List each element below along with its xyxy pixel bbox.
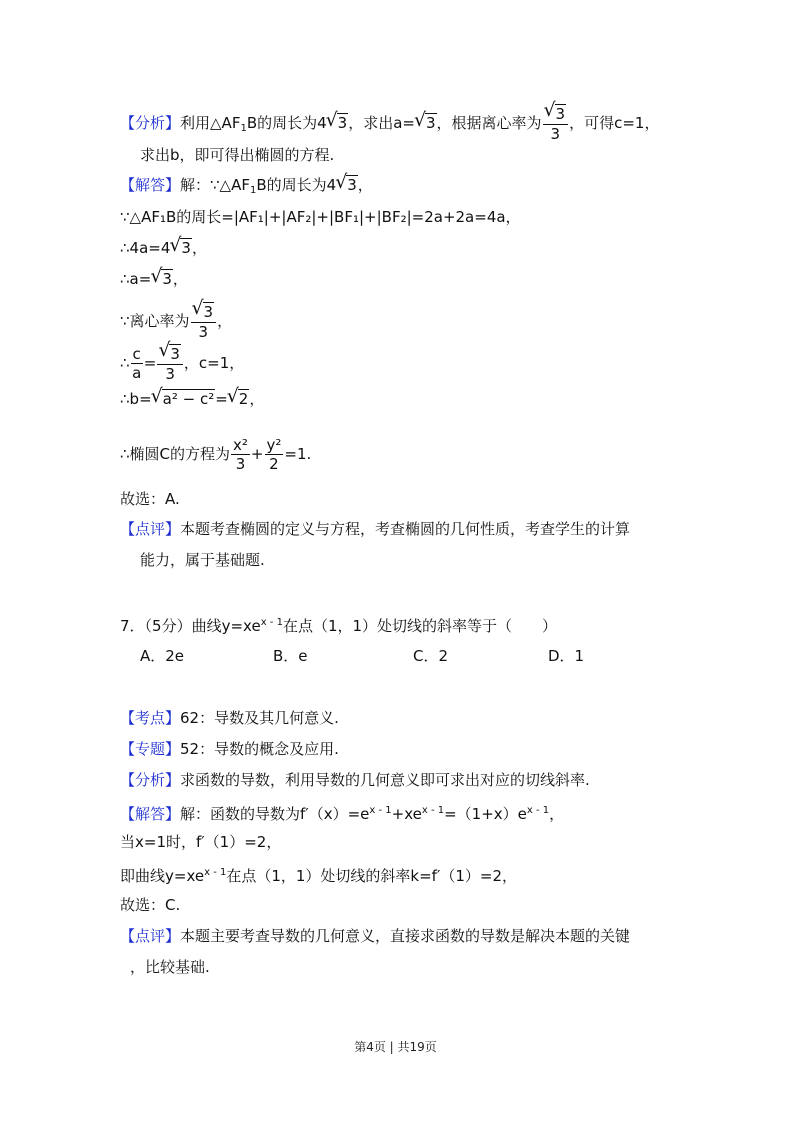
fraction-sqrt3-over-3: √ $\frac{3}{3}$ [543, 104, 569, 143]
solution-1-line-3: ∴4a=4√ 3， [120, 237, 207, 259]
solution-1-line-1: 【解答】解：$\because\triangle AF_1B$的周长为4√ 3， [120, 174, 373, 202]
question-7-stem: 7．（5分）曲线$y=xe^{x - 1}$在点（1，1）处切线的斜率等于（ ） [120, 617, 558, 635]
solution-2-line-3: 即曲线$y=xe^{x - 1}$在点（1，1）处切线的斜率k=f′（1）=2， [120, 867, 518, 885]
review-1-line-1: 【点评】本题考查椭圆的定义与方程，考查椭圆的几何性质，考查学生的计算 [120, 520, 631, 538]
sqrt-3: √ 3 [170, 237, 192, 259]
review-2-line-2: ，比较基础. [130, 958, 210, 976]
sqrt-3: √ 3 [336, 174, 358, 196]
solution-1-line-5: ∵离心率为 √ $\frac{3}{3}$ ， [120, 302, 232, 341]
sqrt-3: √ 3 [327, 112, 349, 134]
kaodian-line: 【考点】62：导数及其几何意义. [120, 709, 339, 727]
solution-2-line-2: 当x=1时，f′（1）=2， [120, 833, 282, 851]
option-b: B．e [273, 647, 308, 665]
solution-1-line-6: ∴ $\frac{c}{a}$ = √ $\frac{3}{3}$ ，c=1， [120, 344, 244, 383]
sqrt-a2-c2: √ a² − c² [152, 388, 216, 410]
solution-1-line-7: ∴b=√ a² − c²=√ 2， [120, 388, 264, 410]
solution-1-line-8: ∴椭圆C的方程为 $\frac{\text{x²}}{3}$ + $\frac{\text{y²}}{2}$ =1. [120, 436, 312, 473]
solution-2-line-1: 【解答】解：函数的导数为$f'(x)=e^{x - 1}+xe^{x - 1}=(1+x)e^{x - 1}$， [120, 805, 565, 823]
zhuanti-line: 【专题】52：导数的概念及应用. [120, 740, 339, 758]
analysis-2-line: 【分析】求函数的导数，利用导数的几何意义即可求出对应的切线斜率. [120, 771, 590, 789]
sqrt-3: √ 3 [415, 112, 437, 134]
sqrt-2: √ 2 [228, 388, 250, 410]
option-d: D．1 [548, 647, 585, 665]
sqrt-3: √ 3 [151, 268, 173, 290]
review-1-line-2: 能力，属于基础题. [140, 551, 265, 569]
fraction-c-over-a: $\frac{c}{a}$ [132, 345, 142, 382]
fraction-x2-over-3: $\frac{\text{x²}}{3}$ [233, 436, 248, 473]
page-footer: 第4页 | 共19页 [354, 1040, 437, 1054]
analysis-1-line-1: 【分析】利用$\triangle AF_1B$的周长为4√ 3，求出a=√ 3，根据离心率为 √ $\frac{3}{3}$ ，可得c=1， [120, 104, 659, 143]
solution-2-line-4: 故选：C. [120, 896, 181, 914]
analysis-1-line-2: 求出b，即可得出椭圆的方程. [140, 146, 335, 164]
fraction-sqrt3-over-3: √ $\frac{3}{3}$ [191, 302, 217, 341]
solution-1-line-2: ∵△AF₁B的周长=|AF₁|+|AF₂|+|BF₁|+|BF₂|=2a+2a=4a， [120, 208, 521, 226]
solution-1-line-4: ∴a=√ 3， [120, 268, 188, 290]
solution-1-line-9: 故选：A. [120, 490, 180, 508]
option-a: A．2e [140, 647, 185, 665]
fraction-sqrt3-over-3: √ $\frac{3}{3}$ [157, 344, 183, 383]
review-tag: 【点评】 [120, 520, 181, 538]
review-2-line-1: 【点评】本题主要考查导数的几何意义，直接求函数的导数是解决本题的关键 [120, 927, 631, 945]
option-c: C．2 [413, 647, 449, 665]
fraction-y2-over-2: $\frac{\text{y²}}{2}$ [266, 436, 282, 473]
solution-tag: 【解答】 [120, 176, 181, 194]
analysis-tag: 【分析】 [120, 114, 181, 132]
